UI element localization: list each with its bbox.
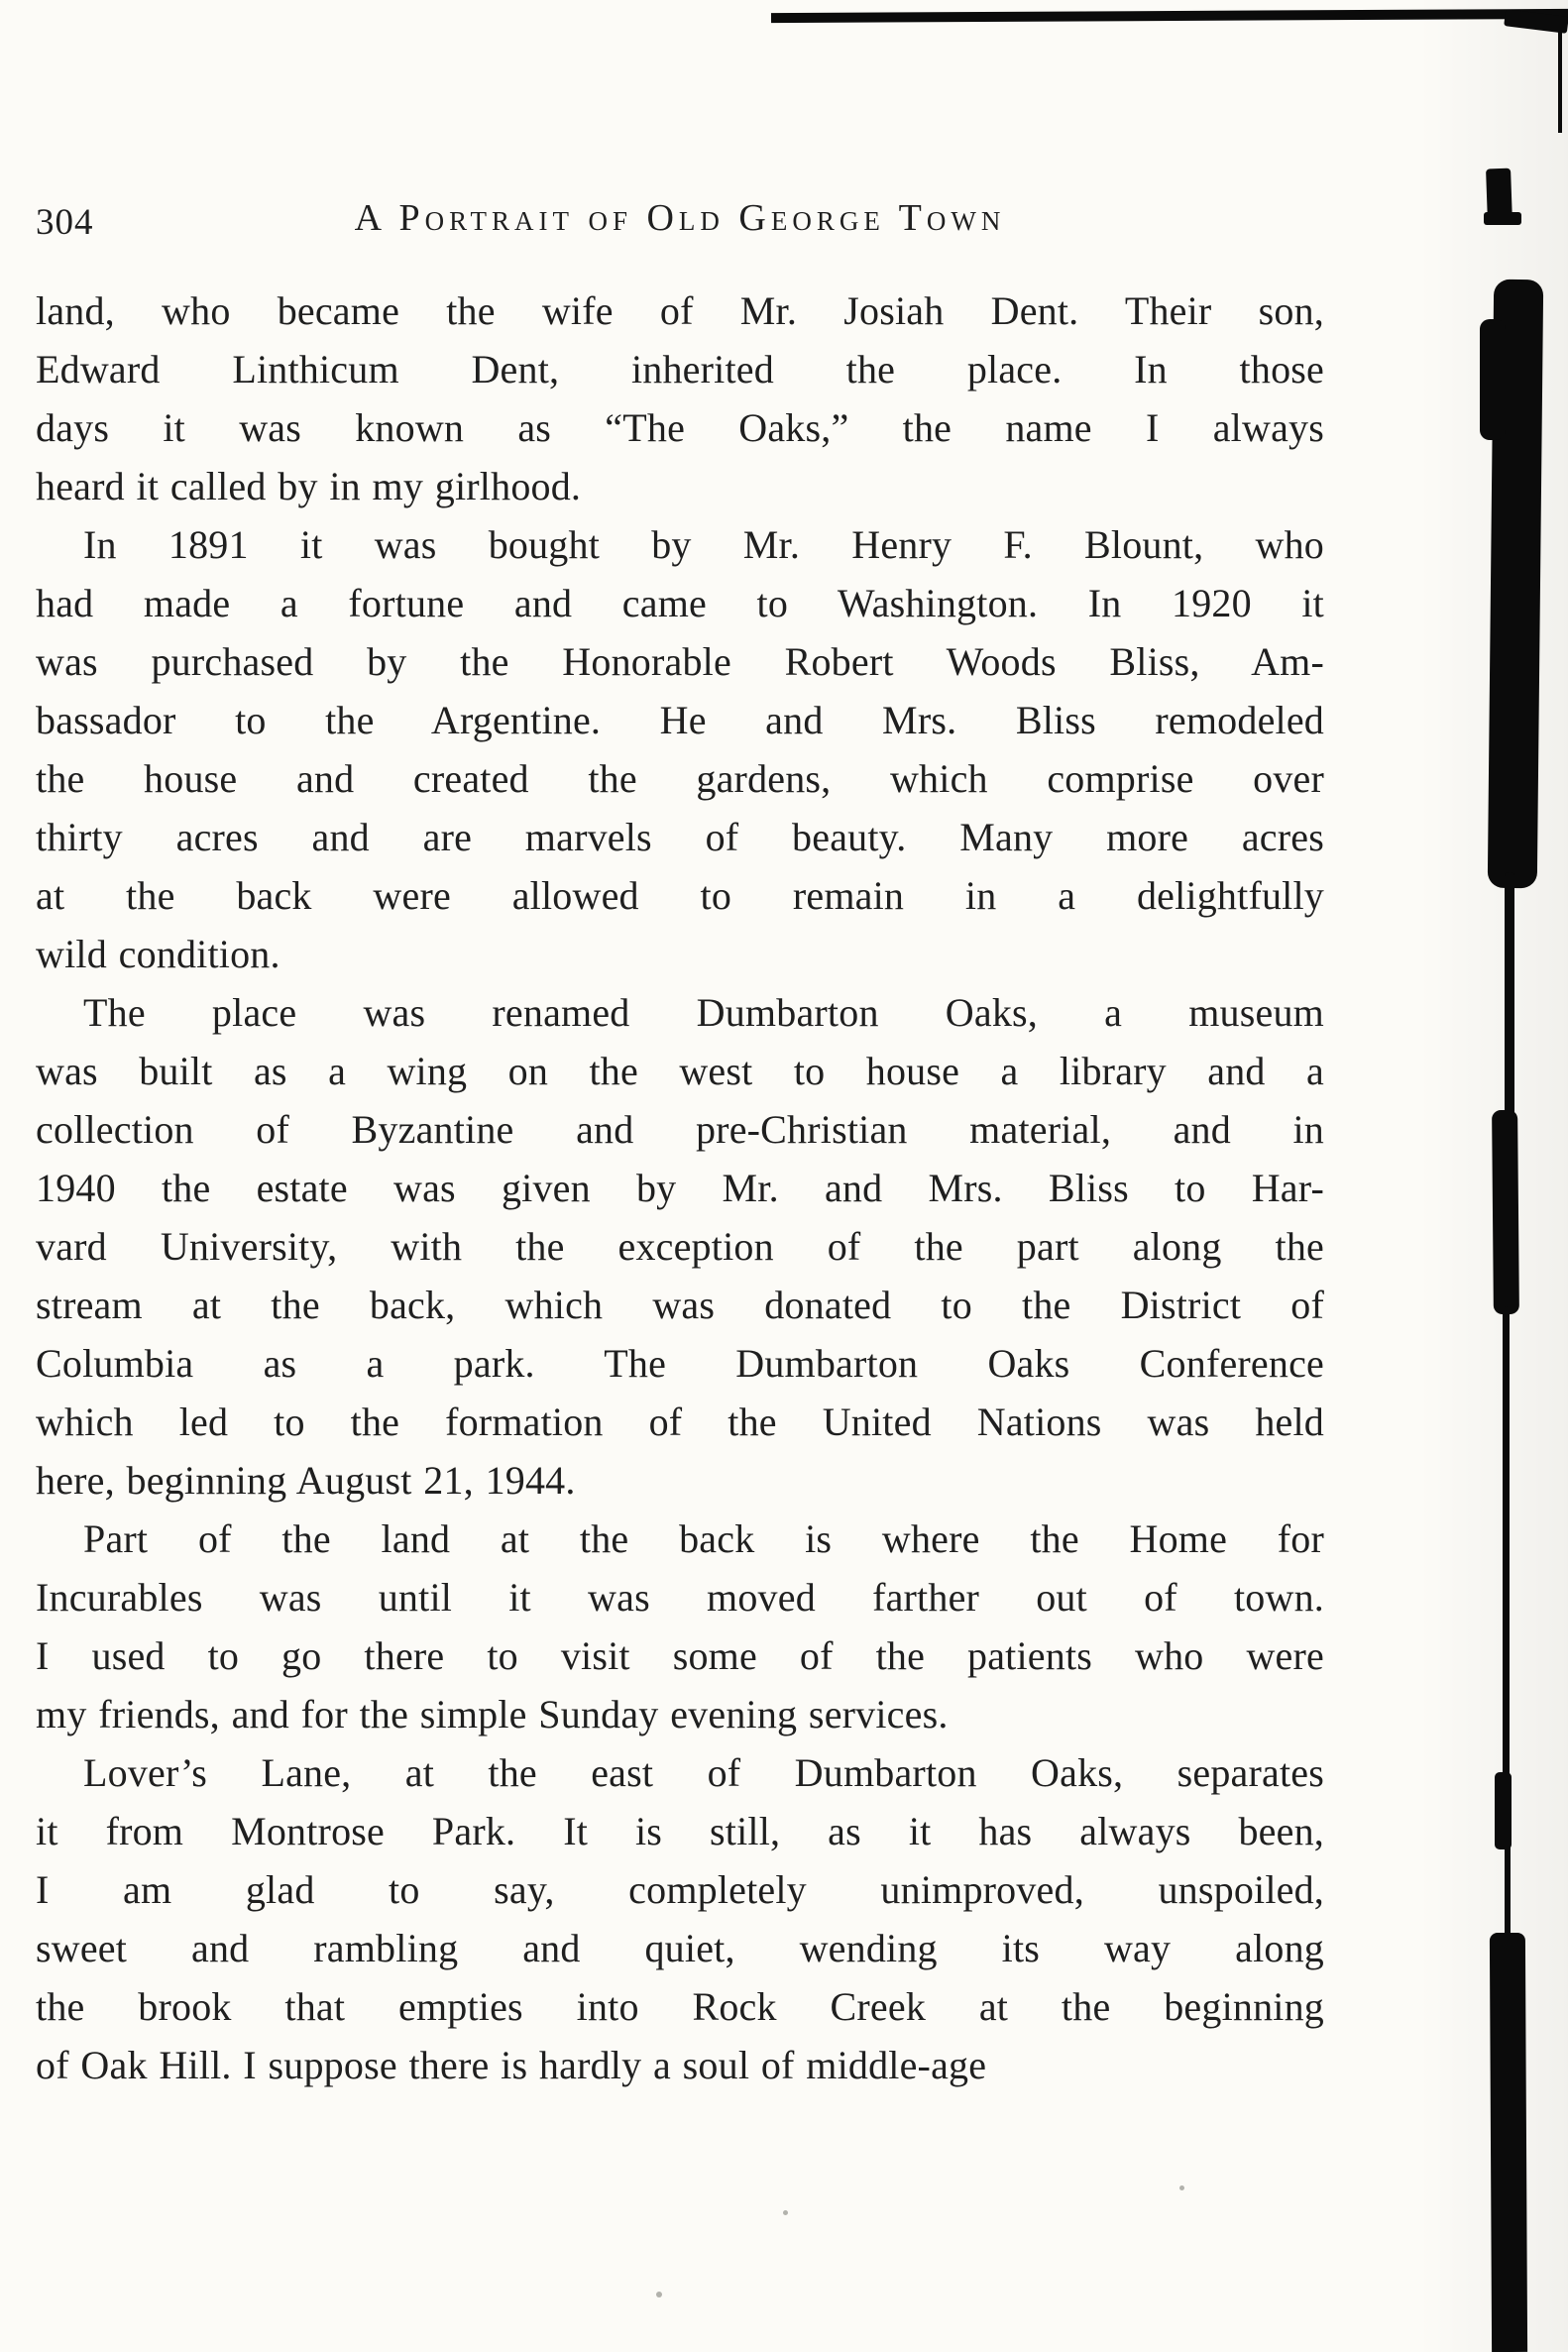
scan-artifact-strip-3	[1505, 1844, 1511, 1943]
text-line: sweet and rambling and quiet, wending its way along	[36, 1926, 1324, 1970]
text-line: thirty acres and are marvels of beauty. Many more acres	[36, 815, 1324, 859]
running-header: A Portrait of Old George Town	[354, 197, 1006, 239]
text-line: The place was renamed Dumbarton Oaks, a museum	[83, 990, 1324, 1035]
text-line: of Oak Hill. I suppose there is hardly a soul of middle-age	[36, 2043, 987, 2087]
text-line: here, beginning August 21, 1944.	[36, 1458, 576, 1503]
text-line: land, who became the wife of Mr. Josiah Dent. Their son,	[36, 288, 1324, 333]
text-line: 1940 the estate was given by Mr. and Mrs. Bliss to Har-	[36, 1166, 1324, 1210]
text-line: had made a fortune and came to Washington. In 1920 it	[36, 581, 1324, 625]
text-line: which led to the formation of the United Nations was held	[36, 1400, 1324, 1444]
text-line: the house and created the gardens, which comprise over	[36, 756, 1324, 801]
text-line: heard it called by in my girlhood.	[36, 464, 582, 508]
text-line: vard University, with the exception of the part along the	[36, 1224, 1324, 1269]
text-line: Edward Linthicum Dent, inherited the place. In those	[36, 347, 1324, 392]
page-body	[36, 281, 1324, 2094]
text-line: it from Montrose Park. It is still, as it has always been,	[36, 1809, 1324, 1853]
text-line: stream at the back, which was donated to the District of	[36, 1283, 1324, 1327]
page-number: 304	[36, 202, 94, 243]
scan-speck	[1179, 2185, 1184, 2190]
scan-speck	[656, 2292, 662, 2297]
text-line: Columbia as a park. The Dumbarton Oaks Conference	[36, 1341, 1324, 1386]
text-line: at the back were allowed to remain in a delightfully	[36, 873, 1324, 918]
text-line: bassador to the Argentine. He and Mrs. Bliss remodeled	[36, 698, 1324, 742]
text-line: days it was known as “The Oaks,” the name I always	[36, 405, 1324, 450]
text-line: I am glad to say, completely unimproved, unspoiled,	[36, 1867, 1324, 1912]
paragraph	[36, 281, 1324, 515]
paragraph	[36, 1743, 1324, 2094]
scan-artifact-strip-2	[1503, 1306, 1510, 1784]
text-line: Part of the land at the back is where the Home for	[83, 1516, 1324, 1561]
scan-artifact-edge-line	[1558, 24, 1562, 133]
text-line: was built as a wing on the west to house a library and a	[36, 1049, 1324, 1093]
scan-artifact-mark	[1495, 1772, 1512, 1849]
scan-artifact-tick-tail	[1484, 212, 1521, 225]
paragraph	[36, 983, 1324, 1510]
scan-artifact-binding-blob-2	[1492, 1110, 1519, 1314]
scan-artifact-top-bar	[771, 9, 1568, 23]
text-line: wild condition.	[36, 932, 280, 976]
scan-speck	[783, 2210, 788, 2215]
text-line: In 1891 it was bought by Mr. Henry F. Blount, who	[83, 522, 1324, 567]
text-line: my friends, and for the simple Sunday evening services.	[36, 1692, 949, 1736]
text-line: the brook that empties into Rock Creek at the beginning	[36, 1984, 1324, 2029]
text-line: I used to go there to visit some of the patients who were	[36, 1633, 1324, 1678]
scan-artifact-binding-blob-1b	[1480, 319, 1506, 440]
paragraph	[36, 515, 1324, 983]
scan-artifact-strip-1	[1505, 872, 1514, 1122]
page-header	[36, 196, 1324, 250]
scan-artifact-bottom-band	[1490, 1933, 1527, 2352]
paragraph	[36, 1510, 1324, 1743]
page-content	[36, 196, 1324, 2094]
text-line: was purchased by the Honorable Robert Woods Bliss, Am-	[36, 639, 1324, 684]
text-line: Lover’s Lane, at the east of Dumbarton Oaks, separates	[83, 1750, 1324, 1795]
text-line: collection of Byzantine and pre-Christian material, and in	[36, 1107, 1324, 1152]
text-line: Incurables was until it was moved farther out of town.	[36, 1575, 1324, 1620]
